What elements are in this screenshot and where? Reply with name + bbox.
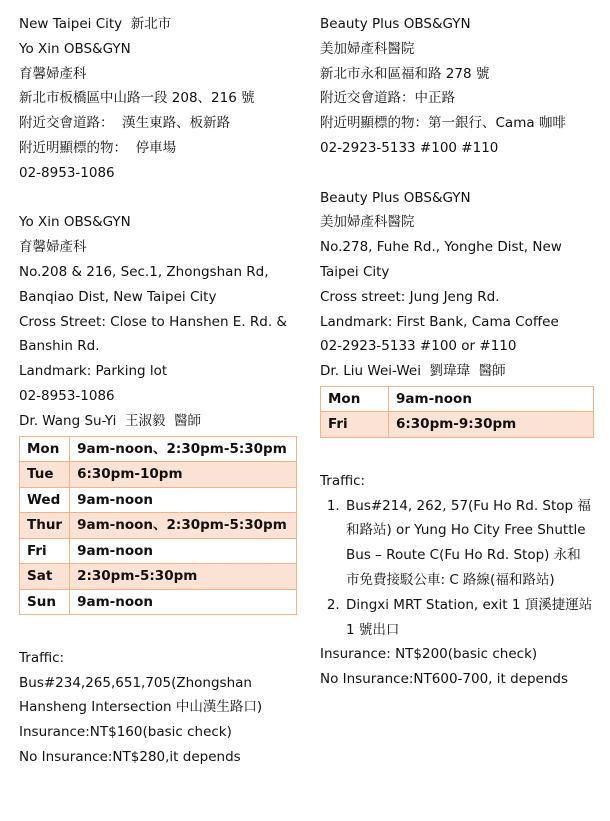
traffic-item-mrt: 2. Dingxi MRT Station, exit 1 頂溪捷運站 1 號出口 bbox=[344, 593, 594, 643]
hours-row bbox=[20, 487, 297, 513]
hours-row bbox=[20, 436, 297, 462]
phone: 02-8953-1086 bbox=[19, 387, 115, 404]
address-en: No.278, Fuhe Rd., Yonghe Dist, New Taipei City bbox=[320, 239, 567, 280]
beautyplus-traffic-info bbox=[320, 469, 594, 692]
yoxin-chinese-info bbox=[19, 37, 297, 186]
phone: 02-2923-5133 #100 or #110 bbox=[320, 338, 517, 355]
clinic-name: Yo Xin OBS&GYN bbox=[19, 214, 131, 231]
hours-row bbox=[321, 386, 594, 412]
clinic-name: Beauty Plus OBS&GYN bbox=[320, 189, 471, 206]
left-column bbox=[19, 12, 297, 770]
hours-day: Sat bbox=[20, 564, 70, 590]
hours-time: 6:30pm-9:30pm bbox=[389, 412, 594, 438]
bus-info: Bus#234,265,651,705(Zhongshan Hansheng Intersection 中山漢生路口) bbox=[19, 674, 263, 716]
clinic-name-zh: 育馨婦產科 bbox=[19, 239, 87, 256]
hours-row bbox=[20, 462, 297, 488]
traffic-label: Traffic: bbox=[19, 649, 65, 666]
landmark-en: Landmark: First Bank, Cama Coffee bbox=[320, 313, 559, 330]
yoxin-traffic-info bbox=[19, 646, 297, 770]
phone: 02-2923-5133 #100 #110 bbox=[320, 139, 499, 156]
hours-time: 9am-noon、2:30pm-5:30pm bbox=[70, 436, 297, 462]
hours-time: 9am-noon bbox=[70, 589, 297, 615]
hours-day: Sun bbox=[20, 589, 70, 615]
hours-row bbox=[20, 513, 297, 539]
hours-row bbox=[20, 538, 297, 564]
no-insurance-price: No Insurance:NT600-700, it depends bbox=[320, 671, 569, 688]
hours-time: 2:30pm-5:30pm bbox=[70, 564, 297, 590]
cross-street-zh: 附近交會道路：中正路 bbox=[320, 90, 455, 107]
spacer bbox=[320, 161, 594, 186]
landmark-en: Landmark: Parking lot bbox=[19, 363, 168, 380]
doctor-name: Dr. Liu Wei-Wei 劉瑋瑋 醫師 bbox=[320, 363, 506, 380]
clinic-name-zh: 美加婦產科醫院 bbox=[320, 214, 415, 231]
hours-time: 9am-noon bbox=[70, 538, 297, 564]
clinic-name-zh: 育馨婦產科 bbox=[19, 65, 87, 82]
beautyplus-chinese-info bbox=[320, 12, 594, 161]
traffic-item-bus: 1. Bus#214, 262, 57(Fu Ho Rd. Stop 福和路站) or Yung Ho City Free Shuttle Bus – Route C(Fu Ho Rd. Stop) 永和市免費接駁公車: C 路線(福和路站) bbox=[344, 494, 594, 593]
right-column bbox=[320, 12, 594, 692]
hours-day: Mon bbox=[20, 436, 70, 462]
hours-time: 9am-noon、2:30pm-5:30pm bbox=[70, 513, 297, 539]
hours-day: Thur bbox=[20, 513, 70, 539]
traffic-label: Traffic: bbox=[320, 472, 366, 489]
spacer bbox=[320, 444, 594, 469]
hours-row bbox=[20, 589, 297, 615]
clinic-name: Yo Xin OBS&GYN bbox=[19, 40, 131, 57]
address-zh: 新北市永和區福和路 278 號 bbox=[320, 65, 490, 82]
hours-day: Fri bbox=[20, 538, 70, 564]
cross-street-en: Cross street: Jung Jeng Rd. bbox=[320, 288, 500, 305]
clinic-name-zh: 美加婦產科醫院 bbox=[320, 40, 415, 57]
hours-row bbox=[321, 412, 594, 438]
phone: 02-8953-1086 bbox=[19, 164, 115, 181]
hours-day: Fri bbox=[321, 412, 389, 438]
hours-day: Tue bbox=[20, 462, 70, 488]
no-insurance-price: No Insurance:NT$280,it depends bbox=[19, 749, 241, 766]
yoxin-english-info bbox=[19, 210, 297, 433]
hours-time: 9am-noon bbox=[70, 487, 297, 513]
landmark-zh: 附近明顯標的物：第一銀行、Cama 咖啡 bbox=[320, 115, 566, 132]
yoxin-hours-table bbox=[19, 436, 297, 616]
landmark-zh: 附近明顯標的物： 停車場 bbox=[19, 139, 177, 156]
address-zh: 新北市板橋區中山路一段 208、216 號 bbox=[19, 90, 255, 107]
spacer bbox=[19, 621, 297, 646]
spacer bbox=[19, 186, 297, 211]
cross-street-en: Cross Street: Close to Hanshen E. Rd. & Banshin Rd. bbox=[19, 313, 292, 355]
beautyplus-hours-table bbox=[320, 386, 594, 438]
traffic-list bbox=[320, 494, 594, 643]
cross-street-zh: 附近交會道路： 漢生東路、板新路 bbox=[19, 115, 231, 132]
address-en: No.208 & 216, Sec.1, Zhongshan Rd, Banqiao Dist, New Taipei City bbox=[19, 263, 273, 305]
insurance-price: Insurance:NT$160(basic check) bbox=[19, 724, 232, 741]
clinic-name: Beauty Plus OBS&GYN bbox=[320, 16, 471, 32]
hours-day: Wed bbox=[20, 487, 70, 513]
doctor-name: Dr. Wang Su-Yi 王淑毅 醫師 bbox=[19, 412, 202, 429]
city-heading: New Taipei City 新北市 bbox=[19, 16, 172, 32]
beautyplus-english-info bbox=[320, 186, 594, 384]
hours-time: 9am-noon bbox=[389, 386, 594, 412]
insurance-price: Insurance: NT$200(basic check) bbox=[320, 646, 538, 663]
hours-row bbox=[20, 564, 297, 590]
hours-day: Mon bbox=[321, 386, 389, 412]
hours-time: 6:30pm-10pm bbox=[70, 462, 297, 488]
